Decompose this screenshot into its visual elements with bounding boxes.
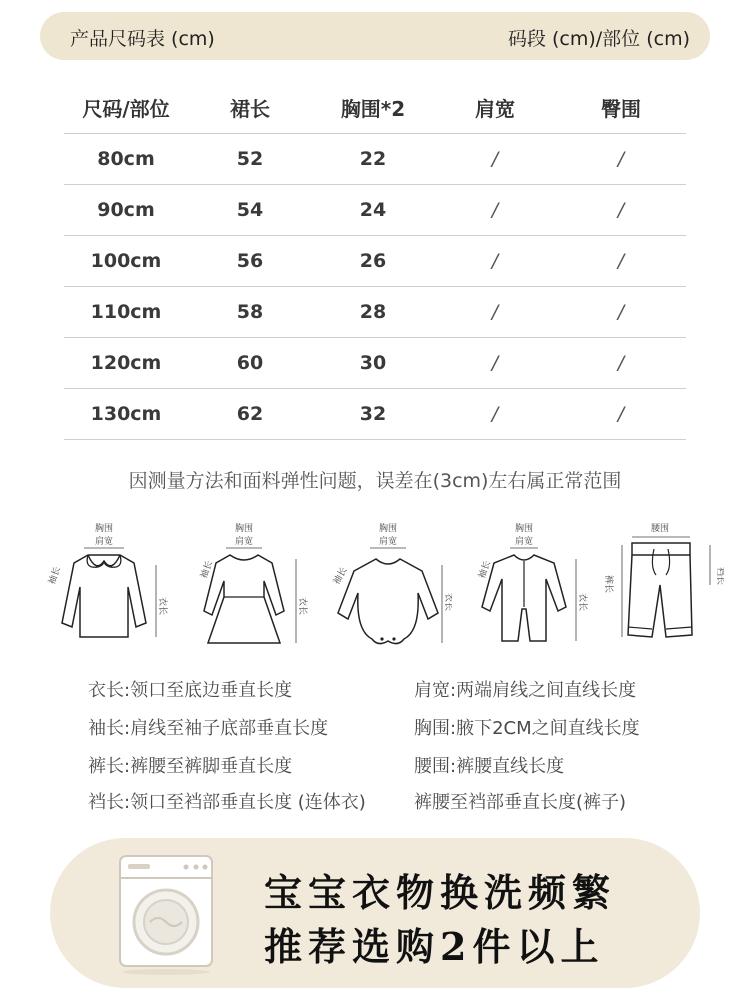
cell-shoulder: / xyxy=(434,236,556,287)
label-chest: 胸围 xyxy=(514,524,534,534)
label-length: 衣长 xyxy=(297,597,307,616)
col-header-size: 尺码/部位 xyxy=(64,82,188,134)
cell-skirt-length: 52 xyxy=(188,134,312,185)
cell-skirt-length: 56 xyxy=(188,236,312,287)
cell-hip: / xyxy=(556,236,686,287)
label-sleeve: 袖长 xyxy=(47,565,63,587)
header-title: 产品尺码表 (cm) xyxy=(70,28,215,50)
label-shoulder: 肩宽 xyxy=(234,537,254,547)
col-header-skirt-length: 裙长 xyxy=(188,82,312,134)
label-waist: 腰围 xyxy=(650,524,670,534)
header-bar xyxy=(40,12,710,60)
cell-hip: / xyxy=(556,287,686,338)
blouse-diagram xyxy=(38,515,168,655)
cell-skirt-length: 62 xyxy=(188,389,312,440)
table-row xyxy=(64,287,686,338)
table-row xyxy=(64,185,686,236)
jumpsuit-diagram xyxy=(458,515,588,655)
definition-item: 袖长:肩线至袖子底部垂直长度 xyxy=(88,718,329,739)
header-unit-note: 码段 (cm)/部位 (cm) xyxy=(507,28,690,50)
bodysuit-diagram xyxy=(322,515,452,655)
definition-item: 衣长:领口至底边垂直长度 xyxy=(88,680,293,701)
measurement-tolerance-note: 因测量方法和面料弹性问题，误差在(3cm)左右属正常范围 xyxy=(128,470,622,492)
cell-size: 90cm xyxy=(64,185,188,236)
definition-item: 胸围:腋下2CM之间直线长度 xyxy=(414,718,640,739)
cell-shoulder: / xyxy=(434,134,556,185)
label-chest: 胸围 xyxy=(378,524,398,534)
label-length: 衣长 xyxy=(443,593,452,612)
cell-chest: 26 xyxy=(312,236,434,287)
label-sleeve: 袖长 xyxy=(331,565,350,587)
table-row xyxy=(64,236,686,287)
col-header-chest: 胸围*2 xyxy=(312,82,434,134)
label-pants-length: 裤长 xyxy=(603,575,613,594)
definition-item: 腰围:裤腰直线长度 xyxy=(414,756,565,777)
cell-size: 110cm xyxy=(64,287,188,338)
definition-item: 裆长:领口至裆部垂直长度 (连体衣) xyxy=(88,792,366,813)
cell-hip: / xyxy=(556,338,686,389)
cell-chest: 24 xyxy=(312,185,434,236)
cell-size: 130cm xyxy=(64,389,188,440)
cell-skirt-length: 58 xyxy=(188,287,312,338)
size-table xyxy=(64,82,686,440)
cell-hip: / xyxy=(556,134,686,185)
col-header-hip: 臀围 xyxy=(556,82,686,134)
cell-shoulder: / xyxy=(434,338,556,389)
pants-diagram xyxy=(594,515,724,655)
label-shoulder: 肩宽 xyxy=(514,537,534,547)
cell-chest: 28 xyxy=(312,287,434,338)
cell-size: 80cm xyxy=(64,134,188,185)
table-row xyxy=(64,134,686,185)
label-shoulder: 肩宽 xyxy=(94,537,114,547)
measurement-definitions xyxy=(0,676,750,826)
dress-diagram xyxy=(178,515,308,655)
cell-size: 100cm xyxy=(64,236,188,287)
definition-item: 裤腰至裆部垂直长度(裤子) xyxy=(414,792,627,813)
label-length: 衣长 xyxy=(157,597,167,616)
promo-line-2: 推荐选购2件以上 xyxy=(264,924,605,969)
cell-skirt-length: 60 xyxy=(188,338,312,389)
measurement-diagrams xyxy=(30,515,730,655)
washing-machine-icon xyxy=(116,852,216,977)
label-sleeve: 袖长 xyxy=(199,559,215,581)
definition-item: 肩宽:两端肩线之间直线长度 xyxy=(414,680,637,701)
cell-skirt-length: 54 xyxy=(188,185,312,236)
cell-shoulder: / xyxy=(434,287,556,338)
promo-line-1: 宝宝衣物换洗频繁 xyxy=(264,870,617,915)
cell-chest: 32 xyxy=(312,389,434,440)
cell-shoulder: / xyxy=(434,185,556,236)
cell-shoulder: / xyxy=(434,389,556,440)
label-sleeve: 袖长 xyxy=(477,559,493,581)
table-row xyxy=(64,338,686,389)
definition-item: 裤长:裤腰至裤脚垂直长度 xyxy=(88,756,293,777)
cell-chest: 22 xyxy=(312,134,434,185)
label-shoulder: 肩宽 xyxy=(378,537,398,547)
label-chest: 胸围 xyxy=(94,524,114,534)
wash-recommendation-banner xyxy=(50,838,700,988)
cell-hip: / xyxy=(556,185,686,236)
table-row xyxy=(64,389,686,440)
label-crotch: 裆长 xyxy=(715,567,724,586)
label-length: 衣长 xyxy=(577,593,587,612)
cell-size: 120cm xyxy=(64,338,188,389)
cell-hip: / xyxy=(556,389,686,440)
col-header-shoulder: 肩宽 xyxy=(434,82,556,134)
cell-chest: 30 xyxy=(312,338,434,389)
table-header-row xyxy=(64,82,686,134)
label-chest: 胸围 xyxy=(234,524,254,534)
